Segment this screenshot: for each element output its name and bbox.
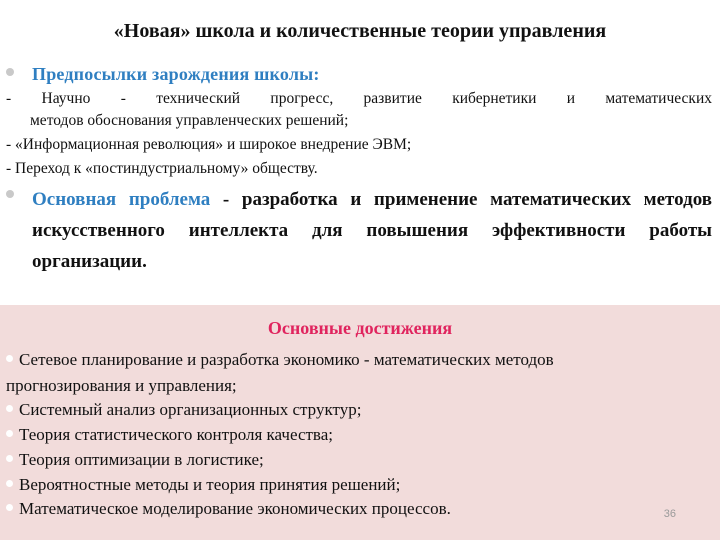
achievement-item-2-text: Системный анализ организационных структур; bbox=[19, 400, 362, 419]
bullet-icon bbox=[6, 455, 13, 462]
achievement-item-3-text: Теория статистического контроля качества; bbox=[19, 425, 333, 444]
achievement-item-6-text: Математическое моделирование экономических процессов. bbox=[19, 499, 451, 518]
bullet-icon bbox=[6, 68, 14, 76]
bullet-icon bbox=[6, 430, 13, 437]
main-problem bbox=[32, 184, 712, 277]
bullet-icon bbox=[6, 504, 13, 511]
achievement-item-2 bbox=[6, 397, 712, 423]
achievement-item-4 bbox=[6, 447, 712, 473]
slide-title: «Новая» школа и количественные теории управления bbox=[113, 20, 607, 42]
achievement-item-1-cont: прогнозирования и управления; bbox=[6, 376, 237, 395]
achievement-item-5 bbox=[6, 472, 712, 498]
achievement-item-3 bbox=[6, 422, 712, 448]
prereq-line-2: - «Информационная революция» и широкое внедрение ЭВМ; bbox=[6, 136, 412, 153]
achievement-item-1a: Сетевое планирование и разработка экономико - математических методов bbox=[19, 350, 554, 369]
bullet-icon bbox=[6, 480, 13, 487]
achievement-item-6 bbox=[6, 496, 712, 522]
prereq-heading-row bbox=[6, 64, 712, 90]
prereq-line-1a: - Научно - технический прогресс, развитие кибернетики и математических bbox=[6, 90, 712, 107]
achievements-heading: Основные достижения bbox=[267, 318, 453, 338]
prereq-heading: Предпосылки зарождения школы: bbox=[32, 64, 320, 84]
achievement-item-1 bbox=[6, 347, 712, 373]
achievement-item-5-text: Вероятностные методы и теория принятия решений; bbox=[19, 475, 401, 494]
page-number: 36 bbox=[663, 508, 676, 520]
achievements-panel bbox=[0, 305, 720, 540]
bullet-icon bbox=[6, 355, 13, 362]
main-problem-label: Основная проблема bbox=[32, 189, 211, 210]
main-problem-text: - разработка и применение математических методов искусственного интеллекта для повышения эффективности работы организации. bbox=[32, 189, 712, 272]
achievement-item-4-text: Теория оптимизации в логистике; bbox=[19, 450, 264, 469]
bullet-icon bbox=[6, 405, 13, 412]
prereq-line-1b: методов обоснования управленческих решений; bbox=[30, 112, 349, 129]
prereq-line-3: - Переход к «постиндустриальному» обществу. bbox=[6, 160, 318, 177]
bullet-icon bbox=[6, 190, 14, 198]
